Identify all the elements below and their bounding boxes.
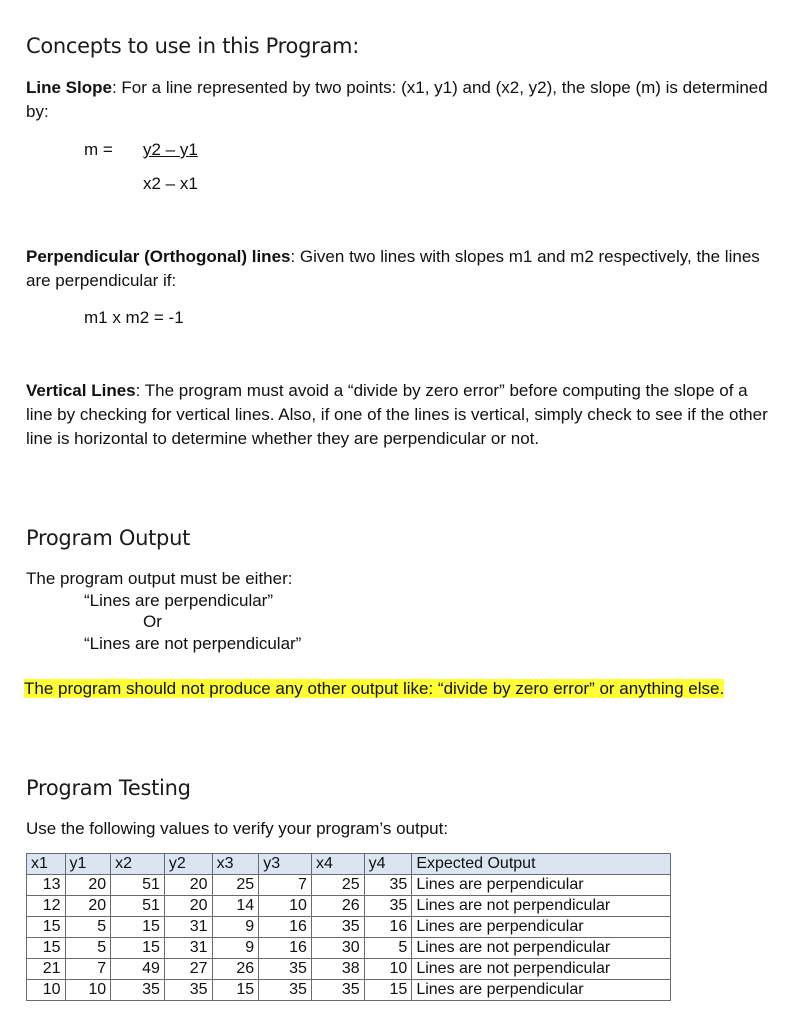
header-x4: x4 [311, 854, 364, 875]
cell-y3: 16 [259, 938, 312, 959]
header-y4: y4 [364, 854, 412, 875]
cell-expected-output: Lines are not perpendicular [412, 896, 671, 917]
output-or: Or [143, 612, 162, 631]
cell-x4: 35 [311, 917, 364, 938]
cell-expected-output: Lines are perpendicular [412, 875, 671, 896]
cell-x3: 9 [212, 938, 259, 959]
header-y3: y3 [259, 854, 312, 875]
highlighted-note-text: The program should not produce any other output like: “divide by zero error” or anything else. [24, 679, 725, 698]
cell-y3: 16 [259, 917, 312, 938]
cell-x4: 30 [311, 938, 364, 959]
cell-x4: 38 [311, 959, 364, 980]
cell-y2: 35 [164, 980, 212, 1001]
cell-y1: 5 [65, 938, 111, 959]
header-x2: x2 [111, 854, 165, 875]
table-header-row [27, 854, 671, 875]
cell-y4: 10 [364, 959, 412, 980]
cell-x3: 26 [212, 959, 259, 980]
header-expected-output: Expected Output [412, 854, 671, 875]
cell-expected-output: Lines are not perpendicular [412, 938, 671, 959]
header-y1: y1 [65, 854, 111, 875]
table-row [27, 896, 671, 917]
perpendicular-label: Perpendicular (Orthogonal) lines [26, 247, 291, 266]
line-slope-paragraph [26, 76, 776, 124]
cell-y4: 5 [364, 938, 412, 959]
cell-x2: 49 [111, 959, 165, 980]
cell-y1: 7 [65, 959, 111, 980]
concepts-heading: Concepts to use in this Program: [26, 34, 359, 58]
cell-expected-output: Lines are perpendicular [412, 980, 671, 1001]
highlighted-note [24, 677, 772, 701]
slope-denominator: x2 – x1 [143, 174, 198, 193]
cell-x4: 26 [311, 896, 364, 917]
header-x3: x3 [212, 854, 259, 875]
cell-y1: 20 [65, 896, 111, 917]
cell-y1: 20 [65, 875, 111, 896]
cell-y2: 20 [164, 875, 212, 896]
cell-x1: 15 [27, 917, 66, 938]
header-x1: x1 [27, 854, 66, 875]
cell-x2: 51 [111, 896, 165, 917]
output-option-perpendicular: “Lines are perpendicular” [84, 591, 273, 610]
cell-x3: 14 [212, 896, 259, 917]
cell-y3: 7 [259, 875, 312, 896]
cell-x1: 10 [27, 980, 66, 1001]
slope-numerator: y2 – y1 [143, 140, 198, 159]
cell-x1: 21 [27, 959, 66, 980]
table-row [27, 959, 671, 980]
table-row [27, 875, 671, 896]
cell-y4: 35 [364, 875, 412, 896]
cell-y2: 27 [164, 959, 212, 980]
cell-expected-output: Lines are perpendicular [412, 917, 671, 938]
vertical-lines-label: Vertical Lines [26, 381, 136, 400]
line-slope-text: : For a line represented by two points: (x1, y1) and (x2, y2), the slope (m) is determined by: [26, 78, 768, 121]
testing-intro: Use the following values to verify your program’s output: [26, 819, 449, 838]
cell-x4: 25 [311, 875, 364, 896]
cell-x3: 9 [212, 917, 259, 938]
cell-x1: 15 [27, 938, 66, 959]
cell-y3: 35 [259, 959, 312, 980]
cell-y3: 10 [259, 896, 312, 917]
cell-x2: 51 [111, 875, 165, 896]
vertical-lines-paragraph [26, 379, 776, 451]
vertical-lines-text: : The program must avoid a “divide by zero error” before computing the slope of a line by checking for vertical lines. Also, if one of the lines is vertical, simply check to see if the other line is horizontal to determine whether they are perpendicular or not. [26, 381, 768, 448]
test-values-table [26, 853, 671, 1001]
cell-y1: 10 [65, 980, 111, 1001]
cell-y4: 35 [364, 896, 412, 917]
cell-x3: 25 [212, 875, 259, 896]
cell-x2: 15 [111, 917, 165, 938]
cell-y3: 35 [259, 980, 312, 1001]
header-y2: y2 [164, 854, 212, 875]
cell-y1: 5 [65, 917, 111, 938]
cell-x1: 13 [27, 875, 66, 896]
program-output-heading: Program Output [26, 526, 191, 550]
table-row [27, 917, 671, 938]
cell-x2: 35 [111, 980, 165, 1001]
cell-y2: 31 [164, 917, 212, 938]
cell-x3: 15 [212, 980, 259, 1001]
output-intro: The program output must be either: [26, 569, 293, 588]
cell-y4: 16 [364, 917, 412, 938]
perpendicular-paragraph [26, 245, 776, 293]
line-slope-label: Line Slope [26, 78, 112, 97]
cell-expected-output: Lines are not perpendicular [412, 959, 671, 980]
cell-x2: 15 [111, 938, 165, 959]
cell-y2: 31 [164, 938, 212, 959]
cell-y4: 15 [364, 980, 412, 1001]
table-row [27, 980, 671, 1001]
cell-y2: 20 [164, 896, 212, 917]
program-testing-heading: Program Testing [26, 776, 191, 800]
output-option-not-perpendicular: “Lines are not perpendicular” [84, 634, 302, 653]
cell-x1: 12 [27, 896, 66, 917]
table-row [27, 938, 671, 959]
cell-x4: 35 [311, 980, 364, 1001]
perpendicular-text: : Given two lines with slopes m1 and m2 respectively, the lines are perpendicular if: [26, 247, 760, 290]
slope-m-label: m = [84, 140, 113, 159]
perpendicular-formula: m1 x m2 = -1 [84, 308, 184, 327]
